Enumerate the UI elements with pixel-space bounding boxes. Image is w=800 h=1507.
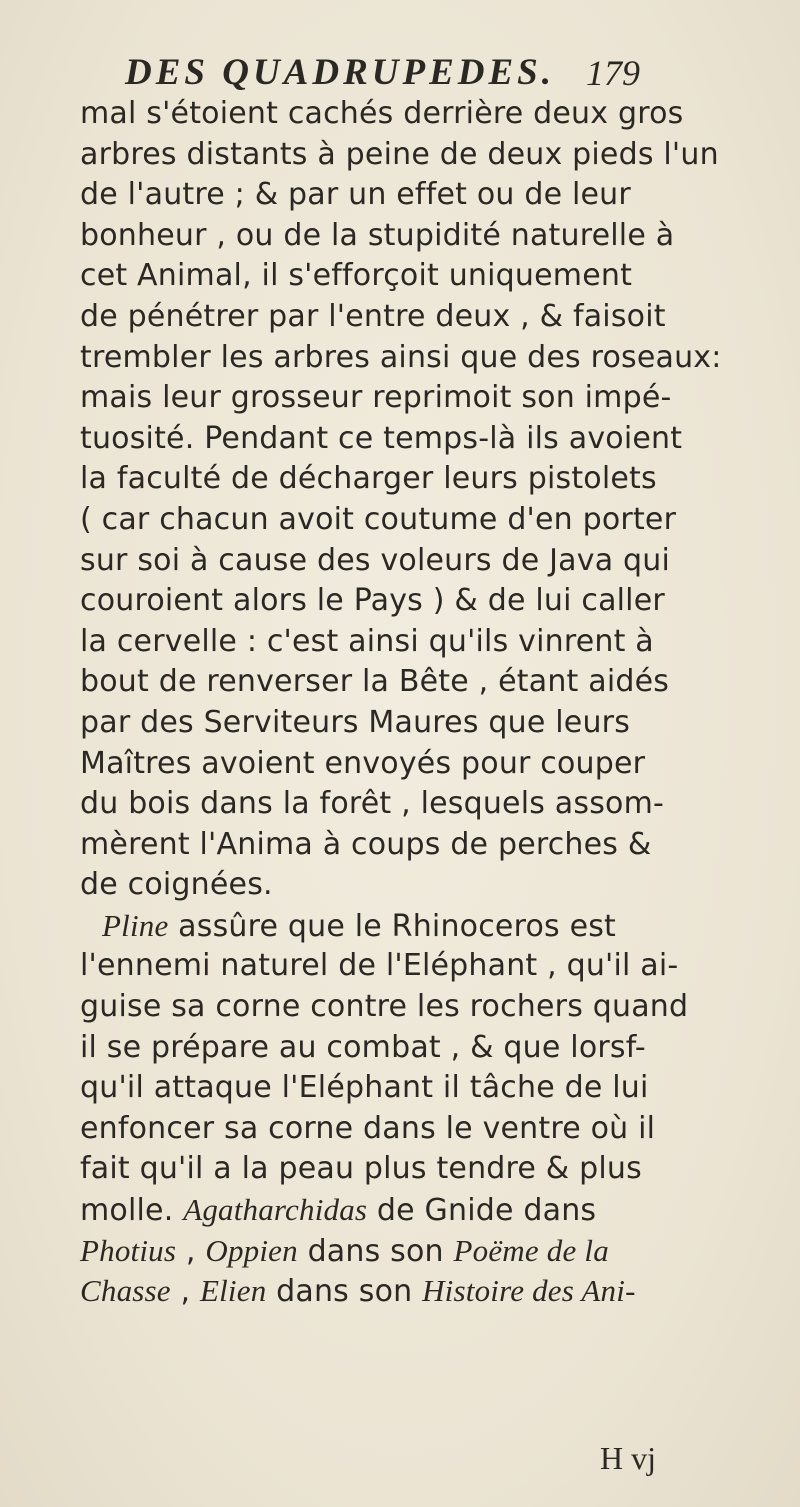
text-line: la cervelle : c'est ainsi qu'ils vinrent à: [80, 623, 654, 659]
text-line: bonheur , ou de la stupidité naturelle à: [80, 217, 675, 253]
work-title: Histoire des Ani-: [422, 1273, 636, 1309]
text-line: trembler les arbres ainsi que des roseaux:: [80, 339, 722, 375]
text-line: du bois dans la forêt , lesquels assom-: [80, 786, 665, 822]
text-line: la faculté de décharger leurs pistolets: [80, 461, 657, 497]
running-head: [100, 48, 640, 98]
author-name: Elien: [199, 1273, 267, 1309]
text-line: de coignées.: [80, 867, 273, 903]
text-line: arbres distants à peine de deux pieds l'un: [80, 136, 719, 172]
text-line: sur soi à cause des voleurs de Java qui: [80, 542, 671, 578]
text-line: tuosité. Pendant ce temps-là ils avoient: [80, 420, 683, 456]
author-name: Photius: [80, 1232, 177, 1268]
text-line: mais leur grosseur reprimoit son impé-: [80, 380, 672, 416]
text-line: l'ennemi naturel de l'Eléphant , qu'il ai-: [80, 948, 679, 984]
text-line: bout de renverser la Bête , étant aidés: [80, 664, 670, 700]
text-line: molle. Agatharchidas de Gnide dans: [80, 1192, 597, 1229]
text-line: il se prépare au combat , & que lorsf-: [80, 1029, 646, 1065]
paragraph-start-line: Pline assûre que le Rhinoceros est: [102, 907, 617, 944]
author-name: Oppien: [205, 1232, 298, 1268]
text-line: guise sa corne contre les rochers quand: [80, 989, 689, 1025]
signature-mark: H vj: [600, 1440, 656, 1476]
author-name: Pline: [102, 907, 169, 943]
text-line: de l'autre ; & par un effet ou de leur: [80, 177, 631, 213]
text-line: mèrent l'Anima à coups de perches &: [80, 826, 652, 862]
work-title: Chasse: [80, 1273, 171, 1309]
work-title: Poëme de la: [453, 1232, 609, 1268]
text-line: Photius , Oppien dans son Poëme de la: [80, 1232, 609, 1269]
page-number: 179: [586, 53, 640, 93]
running-head-title: DES QUADRUPEDES.: [125, 52, 555, 93]
text-line: par des Serviteurs Maures que leurs: [80, 704, 631, 740]
text-line: cet Animal, il s'efforçoit uniquement: [80, 258, 633, 294]
body-text: [80, 94, 740, 1312]
text-line: couroient alors le Pays ) & de lui caller: [80, 583, 665, 619]
text-line: Maîtres avoient envoyés pour couper: [80, 745, 646, 781]
text-line: mal s'étoient cachés derrière deux gros: [80, 96, 684, 131]
text-line: enfoncer sa corne dans le ventre où il: [80, 1110, 656, 1146]
text-line: Chasse , Elien dans son Histoire des Ani-: [80, 1273, 636, 1310]
text-line: de pénétrer par l'entre deux , & faisoit: [80, 298, 666, 334]
text-line: qu'il attaque l'Eléphant il tâche de lui: [80, 1070, 649, 1106]
text-line: fait qu'il a la peau plus tendre & plus: [80, 1151, 642, 1187]
text-line: ( car chacun avoit coutume d'en porter: [80, 501, 677, 537]
author-name: Agatharchidas: [183, 1192, 368, 1228]
